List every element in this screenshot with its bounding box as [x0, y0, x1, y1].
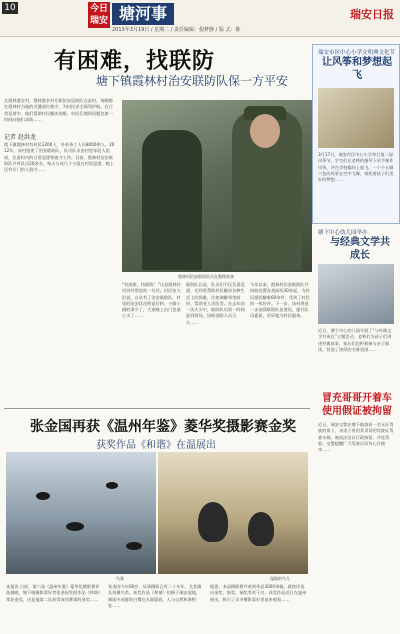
bird-nest-photo: [6, 452, 156, 574]
story2-headline: 张金国再获《温州年鉴》菱华奖摄影赛金奖: [30, 419, 296, 435]
sidebar-text-3: 近日，瑞安交警在塘下镇查获一名无证驾驶的男子，该男子冒用其哥哥的驾驶证驾驶车辆，被依法处以行政拘留，并处罚款。交警提醒广大驾驶员切勿心存侥幸……: [318, 422, 394, 453]
date-line: 2013年3月19日 / 星期二 / 责任编辑：倪梦静 / 版 式：陈: [112, 27, 241, 33]
lead-intro: 在霞林港农村，霞林港农村专职治安巡防队在此时，每晚都在霞林村当地的关键部位值守，为村民安全保驾护航。在日常巡逻中，他们帮助村民解决困难，村民们遇到问题也第一时间向他们求助……: [4, 98, 113, 122]
sidebar-kicker-2: 塘下中心幼儿园举办: [318, 230, 368, 236]
story2-column-2: 张金国今年60岁，从事摄影已有二十多年，尤其擅长拍摄鸟类。获奖作品《和谐》拍摄于瑞安湿地，画面中成群的白鹭在水面嬉戏，人与自然和谐相处……: [108, 584, 202, 608]
kite-photo: [318, 88, 394, 148]
sidebar-text-1: 3月17日，瑞安市区中心小学举行第二届风筝节，学生们在老师的指导下亲手制作风筝，并在学校操场上放飞，一个个五颜六色的风筝在空中飞舞，寄托着孩子们美好的梦想……: [318, 152, 394, 183]
section-divider: [4, 408, 310, 409]
kindergarten-photo: [318, 264, 394, 324]
wetland-bird-photo: [158, 452, 308, 574]
newspaper-brand: 瑞安日报: [350, 8, 394, 21]
lead-column-2: “有困难，找联防！”这是霞林村村民经常说的一句话。村民张大伯说，自从有了治安联防队，村里的治安状况明显好转，小偷小摸的事少了，大家晚上出门也放心多了……: [122, 282, 181, 319]
sidebar-headline-2: 与经典文学共成长: [330, 237, 390, 261]
page-number: 10: [2, 2, 18, 14]
lead-photo: [122, 100, 312, 272]
lead-photo-caption: 霞林村治安联防队员在整理装备: [178, 274, 234, 279]
lead-column-3: 联防队长说，队员们不仅负责巡逻，还经常帮助村民解决各种生活上的困难，比如调解邻里纠纷、帮助老人送医等。在去年的一次火灾中，联防队员第一时间赶到现场，协助消防人员灭火……: [186, 282, 245, 325]
lead-subheadline: 塘下镇霞林村治安联防队保一方平安: [96, 74, 289, 88]
lead-headline: 有困难，找联防: [54, 48, 216, 74]
sidebar-kicker-1: 瑞安市区中心小学文明典文化节: [318, 50, 396, 56]
photo-caption-a: 鸟巢: [116, 576, 124, 581]
story2-column-1: 本报讯 日前，第六届《温州年鉴》菱华奖摄影赛评选揭晓，塘下镇摄影爱好者张金国凭借作品《和谐》荣获金奖，这是他第二次获得该项赛事的金奖……: [6, 584, 101, 602]
photo-caption-b: 湿地的鸟儿: [270, 576, 290, 581]
lead-column-4: 今年以来，霞林村治安联防队共协助处置各类纠纷30余起，为村民排忧解难60余件，受到了村民的一致好评。下一步，该村将进一步加强联防队伍建设，提升队员素质，更好地为村民服务。: [250, 282, 310, 319]
lead-column-1: 霞下镇霞林村有村民1200人，外来务工人员8000余人。2012年，该村组建了治安联防队，队员队员由村里年轻人组成，负责村内的日常巡逻和值守工作。目前，霞林村治安联防队共有队员20余名，每天分成几个小组在村里巡逻，晚上还有专门的人值守……: [4, 142, 115, 173]
section-title: 塘河事: [112, 3, 174, 25]
sidebar-headline-3: 冒充哥哥开着车使用假证被拘留: [322, 393, 392, 417]
sidebar-text-2: 近日，塘下中心幼儿园开展了“与经典文学共成长”主题活动，老师们为孩子们讲述经典故事，家长们也积极参与亲子阅读，营造了浓厚的书香氛围……: [318, 328, 392, 352]
story2-subheadline: 获奖作品《和谐》在温展出: [96, 440, 216, 451]
sidebar-headline-1: 让风筝和梦想起飞: [322, 57, 392, 81]
section-logo: 今日瑞安: [89, 4, 108, 26]
lead-byline: 记者 赵洪龙: [4, 134, 36, 141]
story2-column-3: 据悉，本届摄影赛共收到作品3000余幅，最终评选出金奖、银奖、铜奖等若干名。获奖作品近日在温州展出，吸引了众多摄影爱好者前来观看……: [210, 584, 307, 602]
